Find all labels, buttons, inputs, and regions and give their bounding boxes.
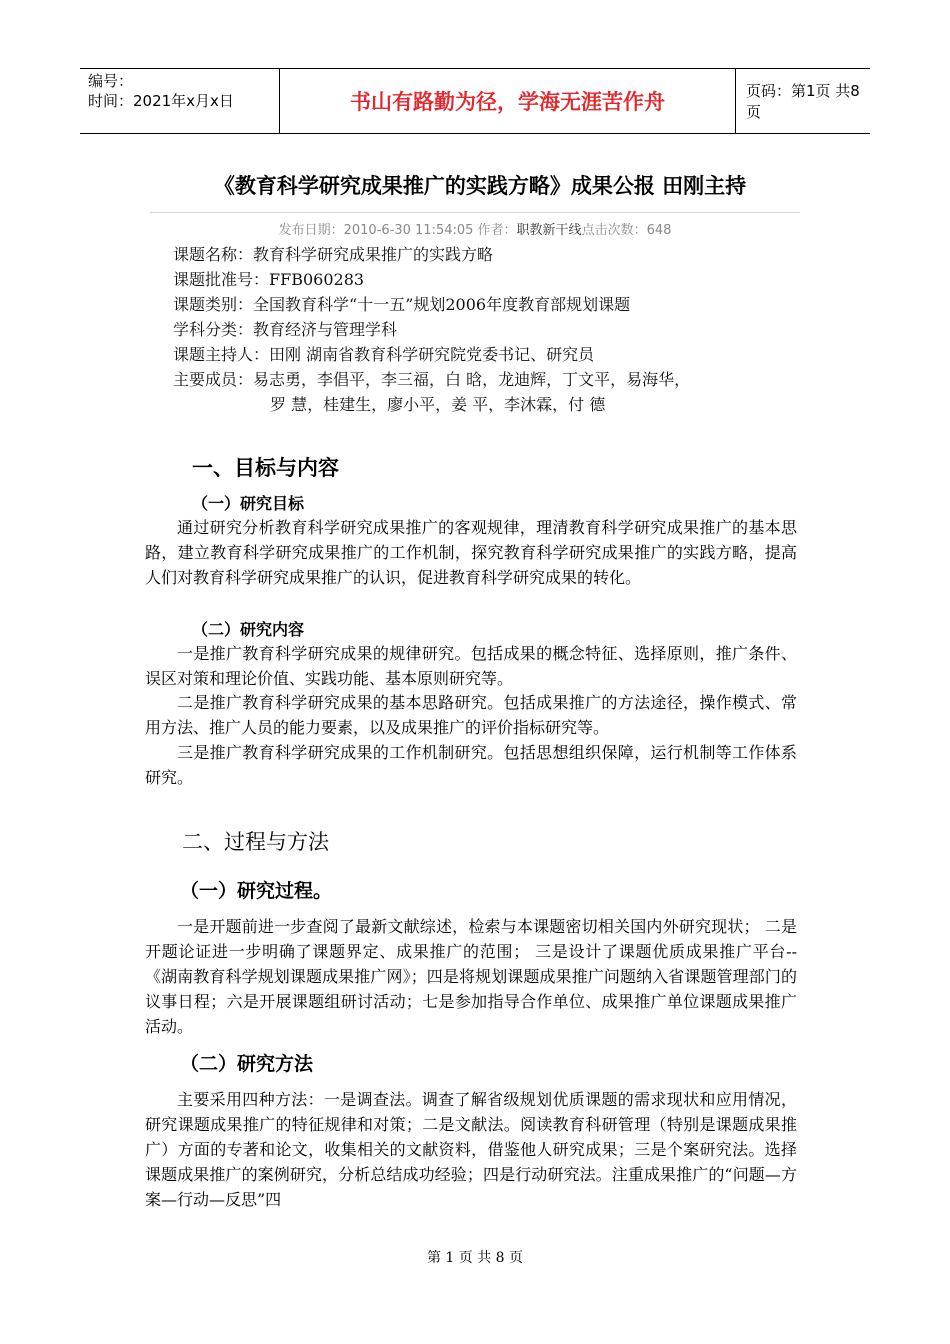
- section-1-paragraph: 二是推广教育科学研究成果的基本思路研究。包括成果推广的方法途径，操作模式、常用方法、推广人员的能力要素，以及成果推广的评价指标研究等。: [145, 693, 797, 737]
- info-label: 课题类别：: [173, 295, 254, 314]
- publish-date: 发布日期：2010-6-30 11:54:05 作者：: [278, 223, 517, 238]
- project-info: [173, 242, 813, 417]
- time-label: 时间：2021年x月x日: [88, 92, 234, 110]
- author-link[interactable]: 职教新干线: [516, 223, 582, 238]
- section-1-paragraph: 一是推广教育科学研究成果的规律研究。包括成果的概念特征、选择原则，推广条件、误区对策和理论价值、实践功能、基本原则研究等。: [145, 644, 797, 688]
- info-row: [173, 267, 813, 292]
- section-2-sub-2: （二）研究方法: [180, 1053, 314, 1075]
- section-1-heading: 一、目标与内容: [192, 456, 339, 480]
- page-footer: 第 1 页 共 8 页: [426, 1250, 524, 1266]
- section-2-paragraph: 一是开题前进一步查阅了最新文献综述，检索与本课题密切相关国内外研究现状； 二是开题论证进一步明确了课题界定、成果推广的范围； 三是设计了课题优质成果推广平台--《湖南教育科学规划课题成果推广网》；四是将规划课题成果推广问题纳入省课题管理部门的议事日程；六是开展课题组研讨活动；七是参加指导合作单位、成果推广单位课题成果推广活动。: [145, 917, 797, 1036]
- members-continued: 罗 慧，桂建生，廖小平，姜 平，李沐霖，付 德: [270, 395, 606, 414]
- publish-meta: [150, 219, 800, 238]
- section-1-sub-1: （一）研究目标: [192, 494, 305, 513]
- info-value: 全国教育科学“十一五”规划2006年度教育部规划课题: [253, 295, 631, 314]
- document-title: 《教育科学研究成果推广的实践方略》成果公报 田刚主持: [213, 174, 747, 198]
- header-motto: 书山有路勤为径，学海无涯苦作舟: [280, 69, 736, 133]
- info-value: FFB060283: [269, 270, 365, 289]
- info-row: [173, 317, 813, 342]
- info-label: 课题批准号：: [173, 270, 270, 289]
- info-label: 学科分类：: [173, 320, 254, 339]
- section-1-paragraph: 通过研究分析教育科学研究成果推广的客观规律，理清教育科学研究成果推广的基本思路，建立教育科学研究成果推广的工作机制，探究教育科学研究成果推广的实践方略，提高人们对教育科学研究成果推广的认识，促进教育科学研究成果的转化。: [145, 518, 797, 587]
- number-label: 编号：: [88, 72, 134, 90]
- section-1-paragraph: 三是推广教育科学研究成果的工作机制研究。包括思想组织保障，运行机制等工作体系研究。: [145, 743, 797, 787]
- section-1-sub-2: （二）研究内容: [192, 620, 305, 639]
- info-row: [173, 292, 813, 317]
- info-row: [173, 367, 813, 392]
- title-divider: [150, 212, 800, 213]
- section-2-sub-1: （一）研究过程。: [180, 880, 333, 902]
- section-2-paragraph: 主要采用四种方法：一是调查法。调查了解省级规划优质课题的需求现状和应用情况，研究课题成果推广的特征规律和对策；二是文献法。阅读教育科研管理（特别是课题成果推广）方面的专著和论文，收集相关的文献资料，借鉴他人研究成果；三是个案研究法。选择课题成果推广的案例研究，分析总结成功经验；四是行动研究法。注重成果推广的“问题—方案—行动—反思”四: [145, 1090, 797, 1209]
- info-row: [173, 342, 813, 367]
- header-page-info: 页码：第1页 共8页: [746, 82, 860, 121]
- section-2-heading: 二、过程与方法: [182, 830, 329, 854]
- info-row: [173, 242, 813, 267]
- click-count: 点击次数：648: [581, 223, 672, 238]
- page-header: [80, 68, 870, 134]
- header-left-cell: [80, 69, 280, 133]
- info-value: 易志勇，李倡平，李三福，白 晗，龙迪辉，丁文平，易海华，: [253, 370, 691, 389]
- info-label: 课题主持人：: [173, 345, 270, 364]
- info-value: 教育科学研究成果推广的实践方略: [253, 245, 494, 264]
- info-label: 课题名称：: [173, 245, 254, 264]
- info-value: 教育经济与管理学科: [253, 320, 398, 339]
- info-label: 主要成员：: [173, 370, 254, 389]
- info-value: 田刚 湖南省教育科学研究院党委书记、研究员: [269, 345, 595, 364]
